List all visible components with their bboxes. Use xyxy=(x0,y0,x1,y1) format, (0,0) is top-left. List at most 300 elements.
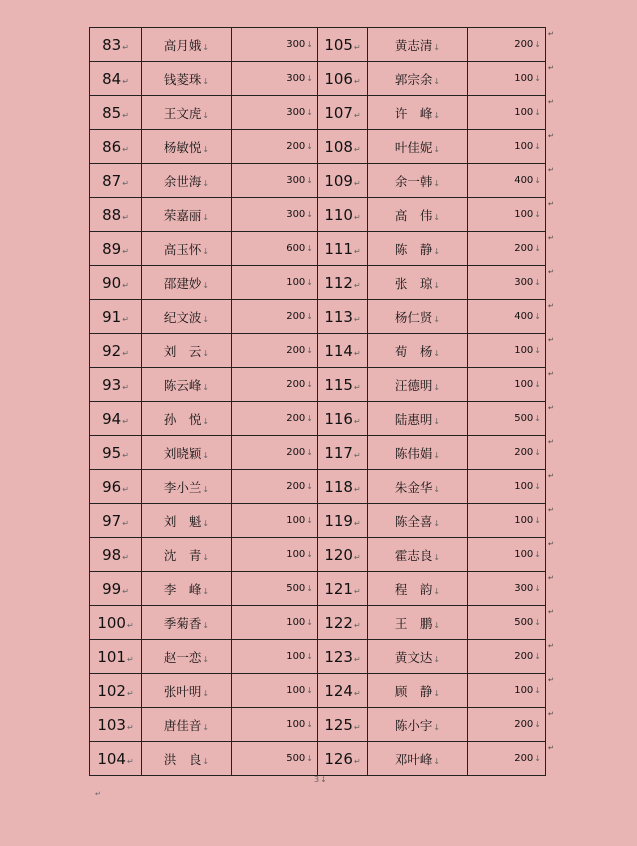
name-cell xyxy=(142,538,232,572)
cell-end-mark: ↓ xyxy=(202,484,210,494)
amount-cell xyxy=(232,198,318,232)
amount-cell xyxy=(468,708,546,742)
amount-cell xyxy=(468,334,546,368)
name-cell-text: 汪德明 xyxy=(394,377,433,393)
name-cell xyxy=(368,640,468,674)
name-cell xyxy=(142,674,232,708)
entry-number-cell-text: 85 xyxy=(102,103,122,122)
amount-cell xyxy=(468,28,546,62)
name-cell xyxy=(142,436,232,470)
cell-end-mark: ↓ xyxy=(433,586,441,596)
table-row xyxy=(90,538,546,572)
cell-end-mark: ↓ xyxy=(433,212,441,222)
amount-cell-text: 100 xyxy=(514,209,534,220)
amount-cell xyxy=(468,538,546,572)
name-cell-text: 纪文波 xyxy=(163,309,202,325)
cell-end-mark: ↓ xyxy=(202,178,210,188)
cell-end-mark: ↓ xyxy=(433,552,441,562)
amount-cell xyxy=(232,538,318,572)
row-end-mark: ↵ xyxy=(548,676,554,684)
name-cell xyxy=(142,198,232,232)
name-cell-text: 陈 静 xyxy=(394,241,433,257)
cell-end-mark: ↵ xyxy=(122,76,129,86)
cell-end-mark: ↵ xyxy=(122,314,129,324)
cell-end-mark: ↓ xyxy=(306,74,313,83)
entry-number-cell-text: 123 xyxy=(324,647,353,666)
cell-end-mark: ↵ xyxy=(353,382,361,392)
cell-end-mark: ↵ xyxy=(353,654,361,664)
amount-cell-text: 100 xyxy=(514,515,534,526)
amount-cell-text: 100 xyxy=(514,685,534,696)
name-cell xyxy=(368,606,468,640)
amount-cell-text: 300 xyxy=(286,39,306,50)
row-end-mark: ↵ xyxy=(548,710,554,718)
entry-number-cell xyxy=(90,742,142,776)
amount-cell-text: 500 xyxy=(514,617,534,628)
entry-number-cell xyxy=(90,504,142,538)
cell-end-mark: ↓ xyxy=(202,348,210,358)
cell-end-mark: ↵ xyxy=(353,450,361,460)
amount-cell-text: 200 xyxy=(286,345,306,356)
name-cell-text: 陈伟娟 xyxy=(394,445,433,461)
amount-cell-text: 100 xyxy=(514,481,534,492)
entry-number-cell-text: 106 xyxy=(324,69,353,88)
entry-number-cell-text: 118 xyxy=(324,477,353,496)
cell-end-mark: ↓ xyxy=(306,176,313,185)
table-row xyxy=(90,606,546,640)
amount-cell xyxy=(468,470,546,504)
entry-number-cell-text: 103 xyxy=(97,715,126,734)
name-cell xyxy=(368,28,468,62)
cell-end-mark: ↓ xyxy=(306,618,313,627)
entry-number-cell-text: 92 xyxy=(102,341,122,360)
amount-cell xyxy=(232,640,318,674)
cell-end-mark: ↓ xyxy=(202,552,210,562)
amount-cell xyxy=(468,62,546,96)
entry-number-cell-text: 86 xyxy=(102,137,122,156)
cell-end-mark: ↵ xyxy=(122,212,129,222)
name-cell xyxy=(368,164,468,198)
cell-end-mark: ↓ xyxy=(202,42,210,52)
name-cell-text: 杨仁贤 xyxy=(394,309,433,325)
name-cell-text: 唐佳音 xyxy=(163,717,202,733)
entry-number-cell-text: 96 xyxy=(102,477,122,496)
entry-number-cell xyxy=(90,266,142,300)
entry-number-cell xyxy=(318,28,368,62)
name-cell-text: 刘 云 xyxy=(163,343,202,359)
cell-end-mark: ↓ xyxy=(433,382,441,392)
name-cell xyxy=(142,96,232,130)
cell-end-mark: ↓ xyxy=(534,142,541,151)
row-end-mark: ↵ xyxy=(548,574,554,582)
amount-cell xyxy=(232,742,318,776)
row-end-mark: ↵ xyxy=(548,438,554,446)
row-end-mark: ↵ xyxy=(548,642,554,650)
entry-number-cell xyxy=(318,436,368,470)
entry-number-cell-text: 114 xyxy=(324,341,353,360)
cell-end-mark: ↓ xyxy=(534,346,541,355)
entry-number-cell xyxy=(318,708,368,742)
cell-end-mark: ↓ xyxy=(534,244,541,253)
cell-end-mark: ↵ xyxy=(122,382,129,392)
amount-cell-text: 300 xyxy=(286,73,306,84)
name-cell xyxy=(142,470,232,504)
cell-end-mark: ↓ xyxy=(306,346,313,355)
cell-end-mark: ↓ xyxy=(534,754,541,763)
entry-number-cell-text: 115 xyxy=(324,375,353,394)
name-cell-text: 许 峰 xyxy=(394,105,433,121)
table-row xyxy=(90,334,546,368)
cell-end-mark: ↓ xyxy=(202,314,210,324)
cell-end-mark: ↓ xyxy=(534,278,541,287)
name-cell-text: 叶佳妮 xyxy=(394,139,433,155)
table-row xyxy=(90,504,546,538)
amount-cell xyxy=(468,572,546,606)
name-cell xyxy=(142,504,232,538)
name-cell-text: 高 伟 xyxy=(394,207,433,223)
cell-end-mark: ↵ xyxy=(353,756,361,766)
cell-end-mark: ↵ xyxy=(353,246,361,256)
entry-number-cell xyxy=(318,742,368,776)
amount-cell-text: 200 xyxy=(286,413,306,424)
entry-number-cell-text: 109 xyxy=(324,171,353,190)
name-cell xyxy=(368,504,468,538)
cell-end-mark: ↓ xyxy=(306,244,313,253)
cell-end-mark: ↓ xyxy=(306,516,313,525)
entry-number-cell-text: 83 xyxy=(102,35,122,54)
amount-cell-text: 200 xyxy=(514,651,534,662)
amount-cell-text: 200 xyxy=(514,753,534,764)
entry-number-cell xyxy=(318,572,368,606)
name-cell xyxy=(142,232,232,266)
cell-end-mark: ↓ xyxy=(433,722,441,732)
cell-end-mark: ↓ xyxy=(534,550,541,559)
cell-end-mark: ↓ xyxy=(202,76,210,86)
name-cell-text: 沈 青 xyxy=(163,547,202,563)
entry-number-cell xyxy=(318,538,368,572)
table-row xyxy=(90,96,546,130)
cell-end-mark: ↓ xyxy=(534,652,541,661)
entry-number-cell-text: 113 xyxy=(324,307,353,326)
table-row xyxy=(90,130,546,164)
amount-cell-text: 200 xyxy=(514,39,534,50)
cell-end-mark: ↓ xyxy=(534,210,541,219)
entry-number-cell xyxy=(318,96,368,130)
entry-number-cell-text: 94 xyxy=(102,409,122,428)
cell-end-mark: ↓ xyxy=(202,280,210,290)
amount-cell-text: 300 xyxy=(286,175,306,186)
entry-number-cell-text: 108 xyxy=(324,137,353,156)
amount-cell-text: 500 xyxy=(286,583,306,594)
cell-end-mark: ↵ xyxy=(122,586,129,596)
cell-end-mark: ↓ xyxy=(202,246,210,256)
entry-number-cell xyxy=(90,198,142,232)
cell-end-mark: ↵ xyxy=(353,42,361,52)
amount-cell xyxy=(232,28,318,62)
cell-end-mark: ↓ xyxy=(433,654,441,664)
name-cell-text: 邵建妙 xyxy=(163,275,202,291)
entry-number-cell-text: 97 xyxy=(102,511,122,530)
amount-cell-text: 400 xyxy=(514,175,534,186)
name-cell-text: 程 韵 xyxy=(394,581,433,597)
cell-end-mark: ↵ xyxy=(122,246,129,256)
entry-number-cell-text: 125 xyxy=(324,715,353,734)
name-cell xyxy=(368,62,468,96)
amount-cell xyxy=(232,368,318,402)
amount-cell-text: 300 xyxy=(286,209,306,220)
entry-number-cell xyxy=(318,300,368,334)
cell-end-mark: ↓ xyxy=(202,586,210,596)
name-cell-text: 邓叶峰 xyxy=(394,751,433,767)
entry-number-cell xyxy=(318,130,368,164)
entry-number-cell-text: 88 xyxy=(102,205,122,224)
amount-cell xyxy=(468,436,546,470)
name-cell xyxy=(368,300,468,334)
name-cell xyxy=(368,198,468,232)
cell-end-mark: ↓ xyxy=(534,720,541,729)
entry-number-cell-text: 101 xyxy=(97,647,126,666)
name-cell-text: 余世海 xyxy=(163,173,202,189)
entry-number-cell-text: 105 xyxy=(324,35,353,54)
name-cell xyxy=(142,266,232,300)
cell-end-mark: ↓ xyxy=(306,278,313,287)
entry-number-cell-text: 107 xyxy=(324,103,353,122)
row-end-mark: ↵ xyxy=(548,744,554,752)
table-row xyxy=(90,674,546,708)
cell-end-mark: ↵ xyxy=(122,450,129,460)
name-cell-text: 高玉怀 xyxy=(163,241,202,257)
cell-end-mark: ↓ xyxy=(534,108,541,117)
name-cell-text: 张叶明 xyxy=(163,683,202,699)
table-row xyxy=(90,164,546,198)
entry-number-cell-text: 104 xyxy=(97,749,126,768)
name-cell-text: 高月娥 xyxy=(163,37,202,53)
amount-cell-text: 200 xyxy=(286,379,306,390)
entry-number-cell xyxy=(318,62,368,96)
name-cell-text: 张 琼 xyxy=(394,275,433,291)
name-cell-text: 陈小宇 xyxy=(394,717,433,733)
entry-number-cell-text: 84 xyxy=(102,69,122,88)
cell-end-mark: ↓ xyxy=(534,448,541,457)
cell-end-mark: ↓ xyxy=(306,482,313,491)
cell-end-mark: ↓ xyxy=(306,40,313,49)
name-cell xyxy=(142,402,232,436)
amount-cell-text: 100 xyxy=(514,379,534,390)
entry-number-cell-text: 124 xyxy=(324,681,353,700)
row-end-mark: ↵ xyxy=(548,234,554,242)
amount-cell xyxy=(232,674,318,708)
row-end-mark: ↵ xyxy=(548,336,554,344)
amount-cell xyxy=(232,130,318,164)
name-cell-text: 洪 良 xyxy=(163,751,202,767)
table-row xyxy=(90,436,546,470)
name-cell-text: 王 鹏 xyxy=(394,615,433,631)
cell-end-mark: ↓ xyxy=(202,722,210,732)
cell-end-mark: ↵ xyxy=(353,722,361,732)
name-cell xyxy=(142,334,232,368)
name-cell-text: 钱菱珠 xyxy=(163,71,202,87)
entry-number-cell xyxy=(318,606,368,640)
table-row xyxy=(90,572,546,606)
cell-end-mark: ↓ xyxy=(433,484,441,494)
name-cell xyxy=(368,402,468,436)
cell-end-mark: ↓ xyxy=(306,414,313,423)
name-cell-text: 刘晓颖 xyxy=(163,445,202,461)
cell-end-mark: ↓ xyxy=(534,516,541,525)
amount-cell-text: 100 xyxy=(286,719,306,730)
cell-end-mark: ↵ xyxy=(353,178,361,188)
entry-number-cell-text: 121 xyxy=(324,579,353,598)
cell-end-mark: ↵ xyxy=(126,722,134,732)
amount-cell xyxy=(468,300,546,334)
name-cell xyxy=(368,470,468,504)
entry-number-cell xyxy=(318,232,368,266)
entry-number-cell xyxy=(90,96,142,130)
amount-cell-text: 100 xyxy=(286,515,306,526)
cell-end-mark: ↵ xyxy=(353,484,361,494)
row-end-mark: ↵ xyxy=(548,506,554,514)
cell-end-mark: ↵ xyxy=(353,314,361,324)
cell-end-mark: ↵ xyxy=(353,518,361,528)
cell-end-mark: ↓ xyxy=(433,450,441,460)
paragraph-mark: ↵ xyxy=(95,790,101,798)
row-end-mark: ↵ xyxy=(548,472,554,480)
amount-cell xyxy=(232,572,318,606)
amount-cell xyxy=(468,742,546,776)
entry-number-cell xyxy=(318,334,368,368)
name-cell-text: 陈云峰 xyxy=(163,377,202,393)
name-cell xyxy=(368,266,468,300)
entry-number-cell xyxy=(90,130,142,164)
amount-cell xyxy=(232,470,318,504)
name-cell-text: 季菊香 xyxy=(163,615,202,631)
row-end-mark: ↵ xyxy=(548,166,554,174)
cell-end-mark: ↓ xyxy=(202,518,210,528)
amount-cell-text: 200 xyxy=(514,243,534,254)
amount-cell xyxy=(468,606,546,640)
entry-number-cell-text: 90 xyxy=(102,273,122,292)
name-cell xyxy=(142,164,232,198)
table-row xyxy=(90,232,546,266)
name-cell xyxy=(142,572,232,606)
entry-number-cell xyxy=(90,708,142,742)
cell-end-mark: ↵ xyxy=(126,756,134,766)
cell-end-mark: ↵ xyxy=(353,348,361,358)
table-row xyxy=(90,708,546,742)
amount-cell-text: 100 xyxy=(286,549,306,560)
amount-cell-text: 100 xyxy=(514,73,534,84)
name-cell-text: 李小兰 xyxy=(163,479,202,495)
cell-end-mark: ↵ xyxy=(353,688,361,698)
entry-number-cell xyxy=(90,368,142,402)
row-end-mark: ↵ xyxy=(548,98,554,106)
name-cell xyxy=(368,368,468,402)
cell-end-mark: ↓ xyxy=(202,620,210,630)
entry-number-cell xyxy=(90,232,142,266)
amount-cell-text: 100 xyxy=(514,345,534,356)
name-cell xyxy=(142,62,232,96)
amount-cell xyxy=(232,436,318,470)
cell-end-mark: ↵ xyxy=(353,144,361,154)
entry-number-cell-text: 126 xyxy=(324,749,353,768)
name-cell xyxy=(142,606,232,640)
entry-number-cell-text: 91 xyxy=(102,307,122,326)
cell-end-mark: ↓ xyxy=(306,210,313,219)
name-cell xyxy=(142,640,232,674)
amount-cell xyxy=(232,606,318,640)
table-body xyxy=(90,28,546,776)
cell-end-mark: ↓ xyxy=(433,314,441,324)
entry-number-cell xyxy=(90,606,142,640)
row-end-mark: ↵ xyxy=(548,132,554,140)
name-cell-text: 黄志清 xyxy=(394,37,433,53)
cell-end-mark: ↓ xyxy=(433,42,441,52)
row-end-mark: ↵ xyxy=(548,268,554,276)
cell-end-mark: ↵ xyxy=(353,586,361,596)
entry-number-cell xyxy=(318,402,368,436)
cell-end-mark: ↓ xyxy=(202,756,210,766)
cell-end-mark: ↓ xyxy=(534,176,541,185)
cell-end-mark: ↓ xyxy=(433,620,441,630)
cell-end-mark: ↵ xyxy=(126,654,134,664)
amount-cell xyxy=(468,130,546,164)
cell-end-mark: ↓ xyxy=(306,754,313,763)
amount-cell xyxy=(468,266,546,300)
cell-end-mark: ↓ xyxy=(534,482,541,491)
name-cell xyxy=(142,130,232,164)
name-cell xyxy=(368,538,468,572)
name-cell xyxy=(142,742,232,776)
name-cell xyxy=(142,300,232,334)
amount-cell xyxy=(468,368,546,402)
amount-cell-text: 100 xyxy=(514,107,534,118)
cell-end-mark: ↵ xyxy=(353,76,361,86)
cell-end-mark: ↓ xyxy=(534,312,541,321)
cell-end-mark: ↵ xyxy=(353,552,361,562)
name-cell xyxy=(368,232,468,266)
cell-end-mark: ↓ xyxy=(306,686,313,695)
cell-end-mark: ↓ xyxy=(306,720,313,729)
name-cell-text: 荀 杨 xyxy=(394,343,433,359)
cell-end-mark: ↵ xyxy=(126,620,134,630)
name-cell xyxy=(368,334,468,368)
table-row xyxy=(90,402,546,436)
cell-end-mark: ↵ xyxy=(122,178,129,188)
cell-end-mark: ↓ xyxy=(433,144,441,154)
name-cell xyxy=(142,28,232,62)
entry-number-cell xyxy=(318,164,368,198)
entry-number-cell-text: 100 xyxy=(97,613,126,632)
entry-number-cell-text: 117 xyxy=(324,443,353,462)
entry-number-cell xyxy=(90,436,142,470)
entry-number-cell-text: 87 xyxy=(102,171,122,190)
entry-number-cell-text: 99 xyxy=(102,579,122,598)
amount-cell xyxy=(232,266,318,300)
cell-end-mark: ↓ xyxy=(306,584,313,593)
entry-number-cell xyxy=(90,572,142,606)
name-cell-text: 王文虎 xyxy=(163,105,202,121)
cell-end-mark: ↓ xyxy=(534,584,541,593)
cell-end-mark: ↵ xyxy=(126,688,134,698)
cell-end-mark: ↓ xyxy=(202,450,210,460)
cell-end-mark: ↓ xyxy=(534,380,541,389)
entry-number-cell xyxy=(90,470,142,504)
entry-number-cell-text: 93 xyxy=(102,375,122,394)
cell-end-mark: ↓ xyxy=(202,382,210,392)
entry-number-cell-text: 102 xyxy=(97,681,126,700)
row-end-mark: ↵ xyxy=(548,64,554,72)
cell-end-mark: ↓ xyxy=(433,178,441,188)
